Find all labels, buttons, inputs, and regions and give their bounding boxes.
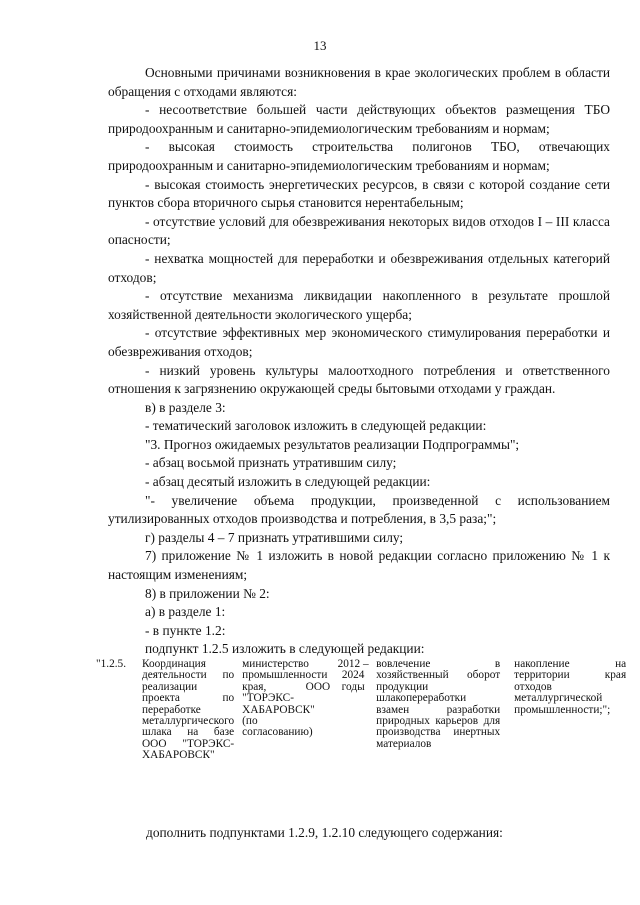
paragraph: - абзац восьмой признать утратившим силу; — [145, 455, 397, 471]
table-row — [96, 659, 626, 762]
paragraph: а) в разделе 1: — [145, 604, 226, 620]
paragraph: подпункт 1.2.5 изложить в следующей редакции: — [145, 641, 425, 657]
cell-result: накопление на территории края отходов металлургической промышленности;"; — [514, 658, 627, 716]
paragraph: - отсутствие условий для обезвреживания некоторых видов отходов I – III класса опасности; — [108, 213, 610, 248]
paragraph: - высокая стоимость строительства полигонов ТБО, отвечающих природоохранным и санитарно-эпидемиологическим требованиям и нормам; — [108, 139, 610, 173]
paragraph: "- увеличение объема продукции, произведенной с использованием утилизированных отходов производства и потребления, в 3,5 раза;"; — [108, 492, 610, 527]
document-body — [108, 64, 610, 659]
amendment-table — [96, 659, 626, 762]
paragraph: - высокая стоимость энергетических ресурсов, в связи с которой создание сети пунктов сбора вторичного сырья становится нерентабельным; — [108, 176, 610, 211]
cell-activity: вовлечение в хозяйственный оборот продукции шлакопереработки взамен разработки природных карьеров для производства инертных материалов — [376, 658, 501, 750]
paragraph: г) разделы 4 – 7 признать утратившими силу; — [145, 529, 404, 545]
cell-number: "1.2.5. — [96, 658, 127, 670]
paragraph: - отсутствие эффективных мер экономического стимулирования переработки и обезвреживания отходов; — [108, 325, 610, 359]
paragraph: - низкий уровень культуры малоотходного потребления и ответственного отношения к загрязнению окружающей среды бытовыми отходами у граждан. — [108, 362, 610, 397]
closing-line: дополнить подпунктами 1.2.9, 1.2.10 следующего содержания: — [146, 825, 503, 840]
page-number: 13 — [313, 38, 327, 53]
paragraph: - в пункте 1.2: — [145, 622, 226, 638]
paragraph: - тематический заголовок изложить в следующей редакции: — [145, 418, 487, 434]
cell-executor: министерство промышленности края, ООО "ТОРЭКС-ХАБАРОВСК" (по согласованию) — [242, 658, 331, 739]
paragraph: 8) в приложении № 2: — [145, 585, 270, 601]
paragraph: - абзац десятый изложить в следующей редакции: — [145, 474, 431, 490]
paragraph: - несоответствие большей части действующих объектов размещения ТБО природоохранным и санитарно-эпидемиологическим требованиям и нормам; — [108, 102, 610, 136]
paragraph: - нехватка мощностей для переработки и обезвреживания отдельных категорий отходов; — [108, 250, 610, 285]
paragraph: - отсутствие механизма ликвидации накопленного в результате прошлой хозяйственной деятельности экологического ущерба; — [108, 288, 610, 322]
paragraph: Основными причинами возникновения в крае экологических проблем в области обращения с отходами являются: — [108, 65, 610, 99]
cell-name: Координация деятельности по реализации проекта по переработке металлургического шлака на базе ООО "ТОРЭКС-ХАБАРОВСК" — [142, 658, 235, 762]
cell-years: 2012 – 2024 годы — [337, 658, 369, 693]
paragraph: 7) приложение № 1 изложить в новой редакции согласно приложению № 1 к настоящим изменениям; — [108, 548, 610, 583]
paragraph: в) в разделе 3: — [145, 399, 226, 415]
paragraph: "3. Прогноз ожидаемых результатов реализации Подпрограммы"; — [145, 436, 520, 452]
